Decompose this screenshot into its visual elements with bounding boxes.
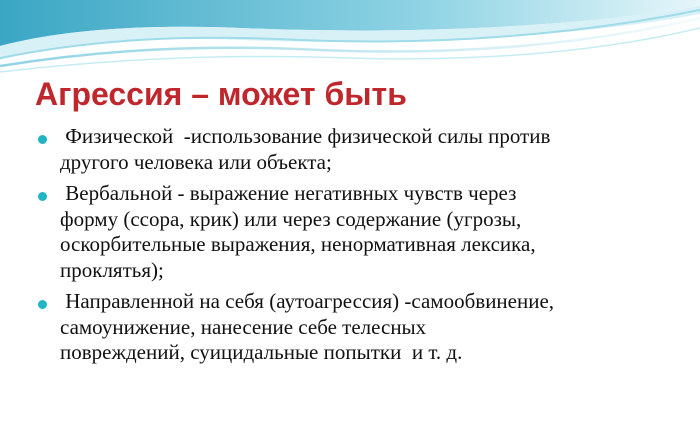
bullet-item-self-directed	[36, 289, 676, 366]
bullet-item-physical	[36, 124, 676, 175]
bullet-item-verbal	[36, 181, 676, 283]
bullet-dot-icon	[38, 192, 47, 201]
bullet-text: Направленной на себя (аутоагрессия) -самообвинение, самоунижение, нанесение себе телесных повреждений, суицидальные попытки и т. д.	[60, 289, 555, 364]
slide-title: Агрессия – может быть	[35, 76, 407, 112]
bullet-dot-icon	[38, 135, 47, 144]
bullet-text: Вербальной - выражение негативных чувств через форму (ссора, крик) или через содержание (угрозы, оскорбительные выражения, ненормативная лексика, проклятья);	[60, 181, 536, 282]
bullet-dot-icon	[38, 300, 47, 309]
header-wave-decoration	[0, 0, 700, 75]
bullet-list	[36, 124, 676, 372]
bullet-text: Физической -использование физической силы против другого человека или объекта;	[60, 124, 551, 174]
